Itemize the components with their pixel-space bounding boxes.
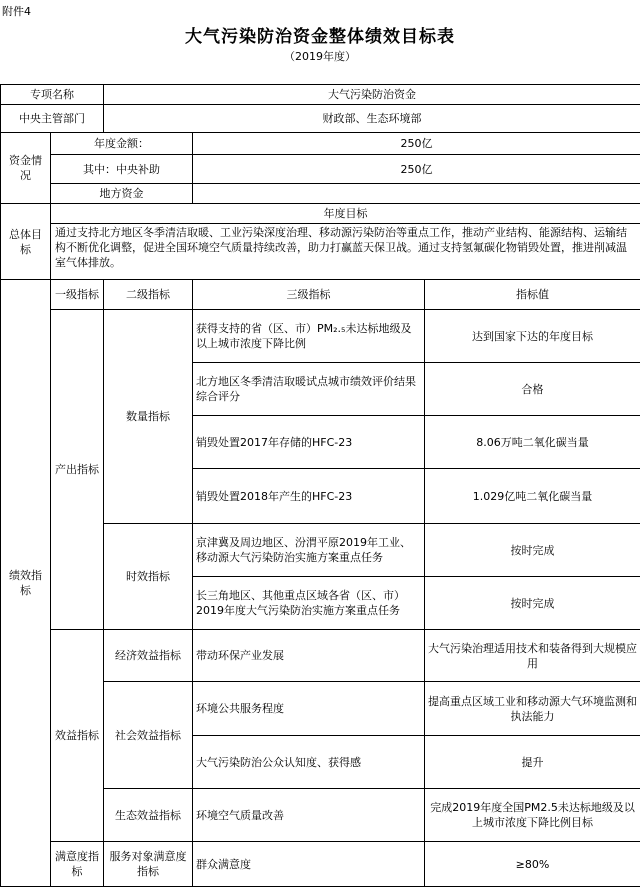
funds-label: 资金情况	[1, 133, 51, 204]
project-name-value: 大气污染防治资金	[104, 85, 640, 105]
header-value: 指标值	[425, 280, 640, 310]
annual-goal-label: 年度目标	[51, 204, 640, 224]
level2-social: 社会效益指标	[104, 682, 193, 789]
performance-label: 绩效指标	[1, 280, 51, 887]
row-overall-text	[1, 224, 640, 280]
row-funds-annual	[1, 133, 640, 155]
annual-goal-text: 通过支持北方地区冬季清洁取暖、工业污染深度治理、移动源污染防治等重点工作，推动产业结构、能源结构、运输结构不断优化调整，促进全国环境空气质量持续改善，助力打赢蓝天保卫战。通过支持氢氟碳化物销毁处置，推进削减温室气体排放。	[51, 224, 640, 280]
indicator-cell: 带动环保产业发展	[193, 630, 425, 682]
overall-goal-label: 总体目标	[1, 204, 51, 280]
project-name-label: 专项名称	[1, 85, 104, 105]
row-project-name	[1, 85, 640, 105]
funds-annual-value: 250亿	[193, 133, 640, 155]
attachment-label: 附件4	[2, 5, 31, 18]
value-cell: 提升	[425, 736, 640, 789]
value-cell: 达到国家下达的年度目标	[425, 310, 640, 363]
level2-service-satisfaction: 服务对象满意度指标	[104, 842, 193, 887]
header-level2: 二级指标	[104, 280, 193, 310]
indicator-cell: 环境公共服务程度	[193, 682, 425, 736]
header-level1: 一级指标	[51, 280, 104, 310]
funds-central-value: 250亿	[193, 155, 640, 184]
value-cell: 合格	[425, 363, 640, 416]
indicator-cell: 销毁处置2017年存储的HFC-23	[193, 416, 425, 469]
value-cell: 完成2019年度全国PM2.5未达标地级及以上城市浓度下降比例目标	[425, 789, 640, 842]
table-row	[1, 842, 640, 887]
department-value: 财政部、生态环境部	[104, 105, 640, 133]
department-label: 中央主管部门	[1, 105, 104, 133]
level2-quantity: 数量指标	[104, 310, 193, 524]
row-funds-local	[1, 184, 640, 204]
indicator-cell: 长三角地区、其他重点区域各省（区、市）2019年度大气污染防治实施方案重点任务	[193, 577, 425, 630]
row-funds-central	[1, 155, 640, 184]
funds-central-label: 其中：中央补助	[51, 155, 193, 184]
indicator-cell: 大气污染防治公众认知度、获得感	[193, 736, 425, 789]
table-row	[1, 630, 640, 682]
level1-satisfaction: 满意度指标	[51, 842, 104, 887]
header-level3: 三级指标	[193, 280, 425, 310]
level2-economic: 经济效益指标	[104, 630, 193, 682]
indicator-cell: 北方地区冬季清洁取暖试点城市绩效评价结果综合评分	[193, 363, 425, 416]
funds-local-label: 地方资金	[51, 184, 193, 204]
indicator-cell: 群众满意度	[193, 842, 425, 887]
page-title: 大气污染防治资金整体绩效目标表	[185, 27, 455, 47]
funds-local-value	[193, 184, 640, 204]
funds-annual-label: 年度金额：	[51, 133, 193, 155]
value-cell: 1.029亿吨二氧化碳当量	[425, 469, 640, 524]
performance-target-table	[0, 84, 640, 887]
indicator-cell: 销毁处置2018年产生的HFC-23	[193, 469, 425, 524]
value-cell: ≥80%	[425, 842, 640, 887]
level2-timeliness: 时效指标	[104, 524, 193, 630]
level1-output: 产出指标	[51, 310, 104, 630]
row-department	[1, 105, 640, 133]
indicator-cell: 京津冀及周边地区、汾渭平原2019年工业、移动源大气污染防治实施方案重点任务	[193, 524, 425, 577]
value-cell: 大气污染治理适用技术和装备得到大规模应用	[425, 630, 640, 682]
indicator-cell: 获得支持的省（区、市）PM₂.₅未达标地级及以上城市浓度下降比例	[193, 310, 425, 363]
value-cell: 8.06万吨二氧化碳当量	[425, 416, 640, 469]
row-overall-header	[1, 204, 640, 224]
year-subtitle: （2019年度）	[284, 50, 356, 63]
row-perf-headers	[1, 280, 640, 310]
level1-benefit: 效益指标	[51, 630, 104, 842]
indicator-cell: 环境空气质量改善	[193, 789, 425, 842]
value-cell: 按时完成	[425, 524, 640, 577]
table-row	[1, 310, 640, 363]
value-cell: 按时完成	[425, 577, 640, 630]
level2-ecological: 生态效益指标	[104, 789, 193, 842]
value-cell: 提高重点区域工业和移动源大气环境监测和执法能力	[425, 682, 640, 736]
